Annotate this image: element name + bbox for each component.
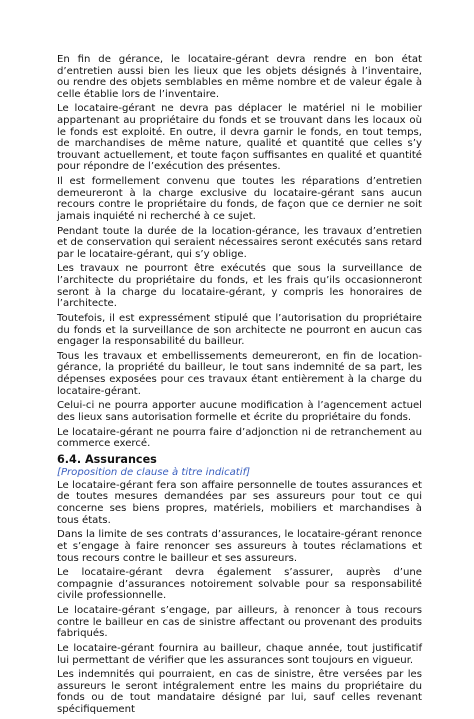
paragraph-modifications: Celui-ci ne pourra apporter aucune modification à l’agencement actuel des lieux sans autorisation formelle et écrite du propriétaire du fonds. [57, 400, 422, 423]
paragraph-equipment: Le locataire-gérant ne devra pas déplacer le matériel ni le mobilier appartenant au propriétaire du fonds et se trouvant dans les locaux où le fonds est exploité. En outre, il devra garnir le fonds, en tout temps, de marchandises de même nature, qualité et quantité que celles s’y trouvant actuellement, et toute façon suffisantes en qualité et quantité pour répondre de l’exécution des présentes. [57, 103, 422, 173]
paragraph-commerce: Le locataire-gérant ne pourra faire d’adjonction ni de retranchement au commerce exercé. [57, 426, 422, 450]
document-page [57, 54, 422, 719]
section-note: [Proposition de clause à titre indicatif] [57, 467, 251, 479]
paragraph-indemnities: Les indemnités qui pourraient, en cas de sinistre, être versées par les assureurs le seront intégralement entre les mains du propriétaire du fonds ou de tout mandataire désigné par lui, sauf celles revenant spécifiquement [57, 669, 422, 715]
paragraph-improvements: Tous les travaux et embellissements demeureront, en fin de location-gérance, la propriété du bailleur, le tout sans indemnité de sa part, les dépenses exposées pour ces travaux étant entièrement à la charge du locataire-gérant. [57, 350, 422, 397]
paragraph-insurance-personal: Le locataire-gérant fera son affaire personnelle de toutes assurances et de toutes mesures demandées par ses assureurs pour tout ce qui concerne ses biens propres, matériels, mobiliers et marchandises à tous états. [57, 479, 422, 526]
paragraph-product-claims: Le locataire-gérant s’engage, par ailleurs, à renoncer à tous recours contre le bailleur en cas de sinistre affectant ou provenant des produits fabriqués. [57, 605, 422, 640]
paragraph-annual-proof: Le locataire-gérant fournira au bailleur, chaque année, tout justificatif lui permettant de vérifier que les assurances sont toujours en vigueur. [57, 642, 422, 666]
paragraph-maintenance-works: Pendant toute la durée de la location-gérance, les travaux d’entretien et de conservation qui seraient nécessaires seront exécutés sans retard par le locataire-gérant, qui s’y oblige. [57, 225, 422, 260]
paragraph-authorization: Toutefois, il est expressément stipulé que l’autorisation du propriétaire du fonds et la surveillance de son architecte ne pourront en aucun cas engager la responsabilité du bailleur. [57, 312, 422, 348]
section-heading-assurances: 6.4. Assurances [57, 452, 157, 466]
paragraph-insurance-waiver: Dans la limite de ses contrats d’assurances, le locataire-gérant renonce et s’engage à faire renoncer ses assureurs à toutes réclamations et tous recours contre le bailleur et ses assureurs. [57, 529, 422, 564]
paragraph-end-of-management: En fin de gérance, le locataire-gérant devra rendre en bon état d’entretien aussi bien les lieux que les objets désignés à l’inventaire, ou rendre des objets semblables en même nombre et de valeur égale à celle établie lors de l’inventaire. [57, 54, 422, 100]
paragraph-maintenance-repairs: Il est formellement convenu que toutes les réparations d’entretien demeureront à la charge exclusive du locataire-gérant sans aucun recours contre le propriétaire du fonds, de façon que ce dernier ne soit jamais inquiété ni recherché à ce sujet. [57, 176, 422, 222]
paragraph-civil-liability: Le locataire-gérant devra également s’assurer, auprès d’une compagnie d’assurances notoirement solvable pour sa responsabilité civile professionnelle. [57, 567, 422, 602]
paragraph-architect-supervision: Les travaux ne pourront être exécutés que sous la surveillance de l’architecte du propriétaire du fonds, et les frais qu’ils occasionneront seront à la charge du locataire-gérant, y compris les honoraires de l’architecte. [57, 263, 422, 310]
